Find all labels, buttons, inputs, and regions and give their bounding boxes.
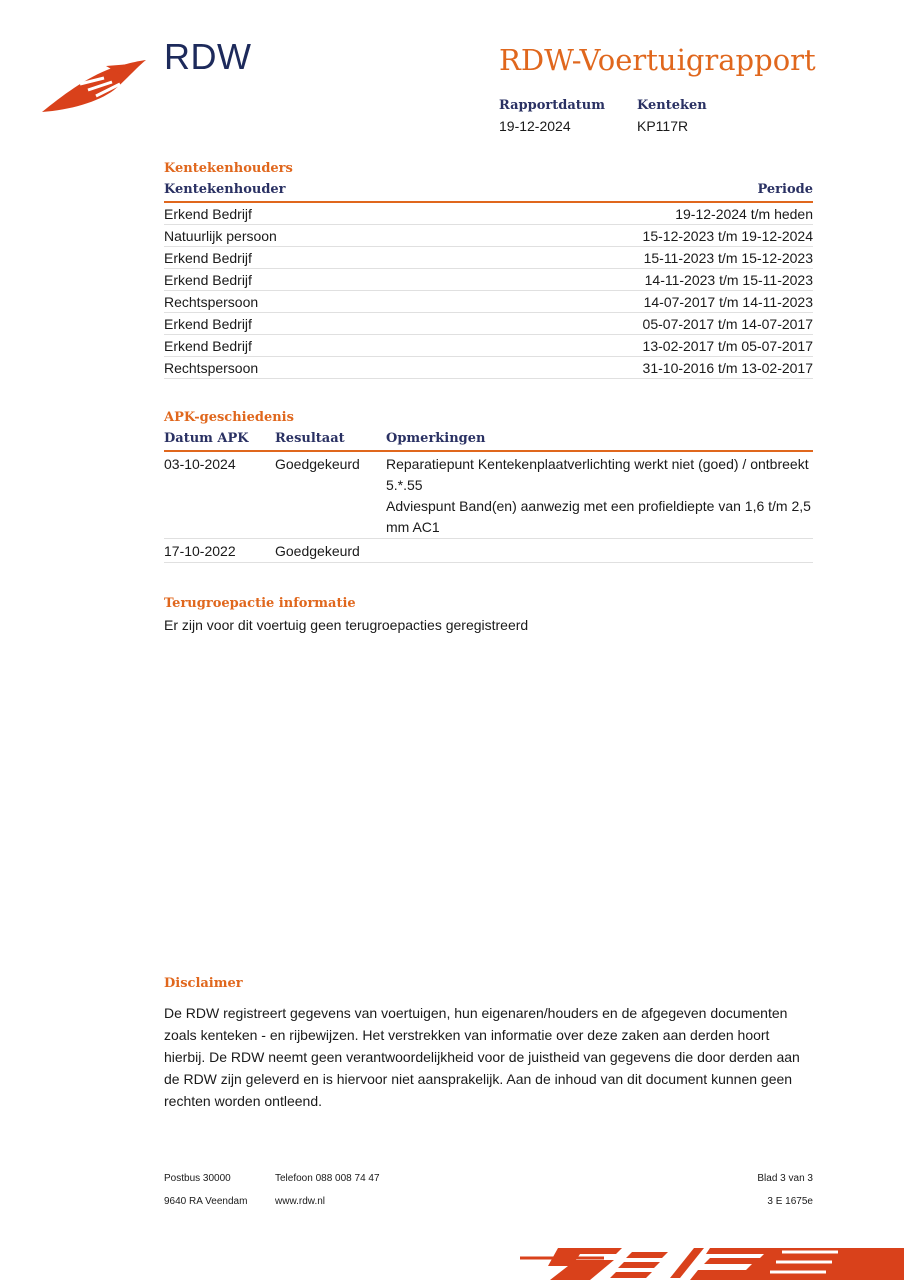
apk-remarks [386, 452, 813, 538]
holder-table-row [164, 204, 813, 225]
disclaimer-text: De RDW registreert gegevens van voertuigen, hun eigenaren/houders en de afgegeven documenten zoals kenteken - en rijbewijzen. Het verstrekken van informatie over deze zaken aan derden hoort hierbij. De RDW neemt geen verantwoordelijkheid voor de juistheid van gegevens die door derden aan de RDW zijn geleverd en is hiervoor niet aansprakelijk. Aan de inhoud van dit document kunnen geen rechten worden ontleend. [164, 1005, 800, 1109]
holder-table-row [164, 270, 813, 291]
apk-section-title: APK-geschiedenis [164, 410, 294, 425]
rdw-stripes-decoration-icon [520, 1244, 904, 1280]
report-date: 19-12-2024 [499, 118, 571, 134]
holder-period: 14-07-2017 t/m 14-11-2023 [643, 294, 813, 310]
plate-label: Kenteken [637, 98, 707, 113]
apk-remarks [386, 539, 813, 562]
apk-table-row [164, 539, 813, 563]
report-date-label: Rapportdatum [499, 98, 605, 113]
holder-period: 14-11-2023 t/m 15-11-2023 [644, 272, 813, 288]
holder-table-row [164, 248, 813, 269]
col-apk-result-header: Resultaat [275, 431, 345, 446]
apk-table-row [164, 452, 813, 539]
holder-period: 15-12-2023 t/m 19-12-2024 [642, 228, 813, 244]
recall-section-title: Terugroepactie informatie [164, 596, 356, 611]
holder-type: Erkend Bedrijf [164, 206, 252, 222]
holder-table-row [164, 314, 813, 335]
holder-table-row [164, 358, 813, 379]
holder-period: 15-11-2023 t/m 15-12-2023 [643, 250, 813, 266]
footer-website: www.rdw.nl [275, 1196, 326, 1207]
apk-date: 17-10-2022 [164, 543, 236, 559]
col-apk-remarks-header: Opmerkingen [386, 431, 486, 446]
holder-period: 19-12-2024 t/m heden [675, 206, 813, 222]
holder-table-row [164, 226, 813, 247]
apk-remark-item: Reparatiepunt Kentekenplaatverlichting werkt niet (goed) / ontbreekt 5.*.55 [386, 456, 809, 493]
report-title: RDW-Voertuigrapport [499, 43, 816, 77]
apk-result: Goedgekeurd [275, 543, 360, 559]
rdw-feather-logo-icon [40, 56, 148, 114]
holders-section-title: Kentekenhouders [164, 161, 293, 176]
apk-table-header [164, 431, 813, 452]
apk-date: 03-10-2024 [164, 456, 236, 472]
apk-table [164, 431, 813, 563]
holder-type: Rechtspersoon [164, 294, 259, 310]
brand-name: RDW [164, 36, 252, 77]
footer-city: 9640 RA Veendam [164, 1196, 248, 1207]
holder-type: Erkend Bedrijf [164, 316, 252, 332]
holders-table-header [164, 182, 813, 203]
apk-result: Goedgekeurd [275, 456, 360, 472]
holder-table-row [164, 292, 813, 313]
col-apk-date-header: Datum APK [164, 431, 249, 446]
holder-type: Natuurlijk persoon [164, 228, 277, 244]
holder-type: Erkend Bedrijf [164, 338, 252, 354]
holder-table-row [164, 336, 813, 357]
col-period-header: Periode [757, 182, 813, 197]
plate-number: KP117R [637, 118, 689, 134]
footer-page-number: Blad 3 van 3 [757, 1173, 813, 1184]
apk-remark-item: Adviespunt Band(en) aanwezig met een profieldiepte van 1,6 t/m 2,5 mm AC1 [386, 498, 811, 535]
footer-postbus: Postbus 30000 [164, 1173, 231, 1184]
footer-document-code: 3 E 1675e [767, 1196, 813, 1207]
footer-phone: Telefoon 088 008 74 47 [275, 1173, 380, 1184]
recall-text: Er zijn voor dit voertuig geen terugroepacties geregistreerd [164, 617, 529, 633]
col-holder-header: Kentekenhouder [164, 182, 286, 197]
holder-type: Erkend Bedrijf [164, 250, 252, 266]
holders-table [164, 182, 813, 379]
holders-rows [164, 204, 813, 379]
holder-period: 31-10-2016 t/m 13-02-2017 [642, 360, 813, 376]
holder-type: Erkend Bedrijf [164, 272, 252, 288]
disclaimer-section-title: Disclaimer [164, 976, 243, 991]
apk-rows [164, 452, 813, 563]
holder-type: Rechtspersoon [164, 360, 259, 376]
holder-period: 13-02-2017 t/m 05-07-2017 [642, 338, 813, 354]
holder-period: 05-07-2017 t/m 14-07-2017 [642, 316, 813, 332]
